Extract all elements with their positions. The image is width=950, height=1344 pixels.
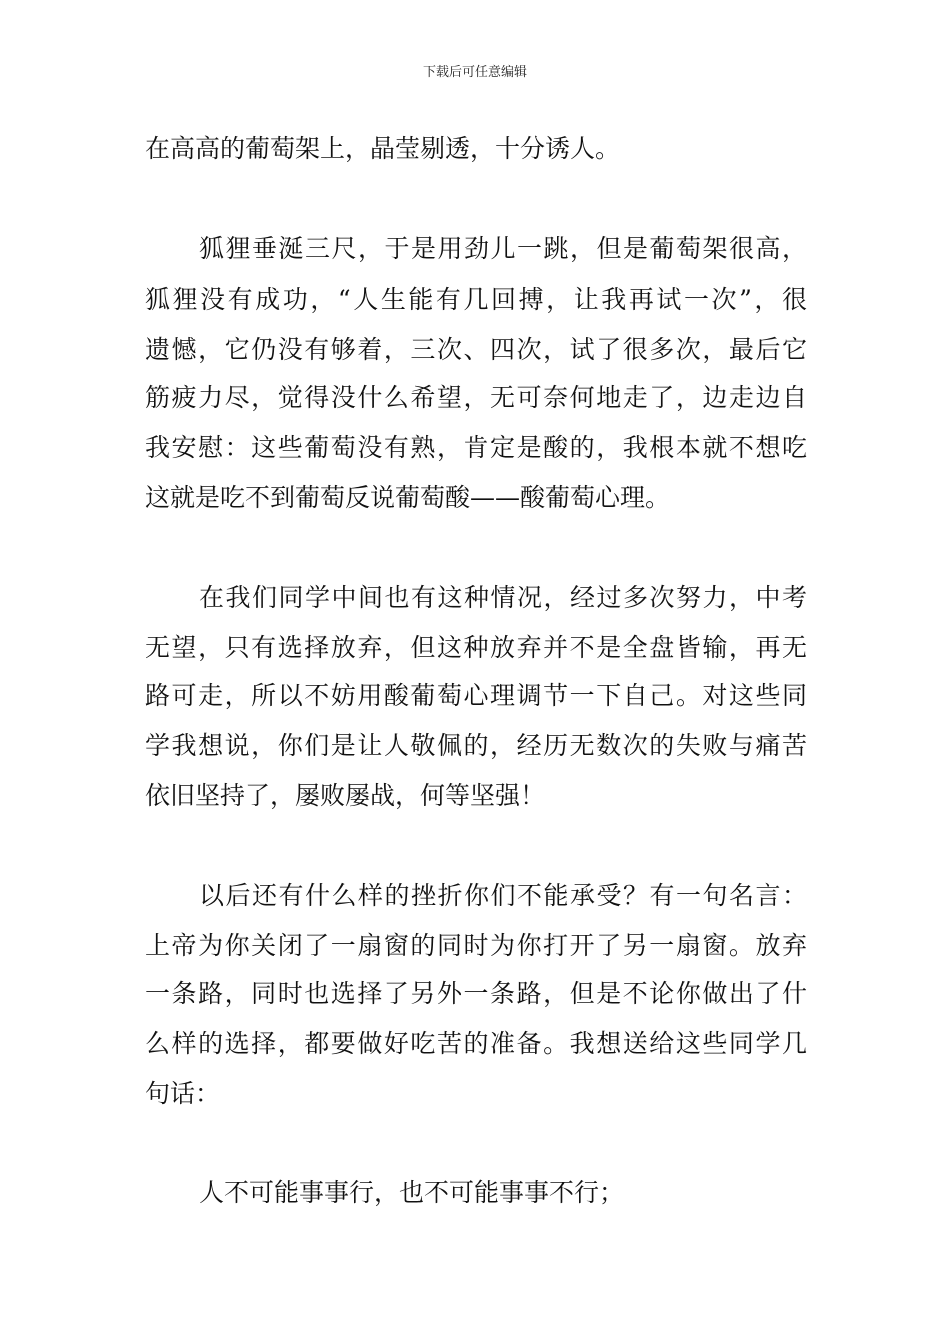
text-line: 么样的选择，都要做好吃苦的准备。我想送给这些同学几 xyxy=(145,1029,807,1058)
text-line: 上帝为你关闭了一扇窗的同时为你打开了另一扇窗。放弃 xyxy=(145,931,807,960)
page-header: 下载后可任意编辑 xyxy=(422,65,527,80)
paragraph-first-line: 狐狸垂涎三尺，于是用劲儿一跳，但是葡萄架很高， xyxy=(199,234,807,263)
text-line: 这就是吃不到葡萄反说葡萄酸——酸葡萄心理。 xyxy=(145,483,671,512)
text-line: 狐狸没有成功，“人生能有几回搏，让我再试一次”，很 xyxy=(145,285,807,314)
text-line: 在高高的葡萄架上，晶莹剔透，十分诱人。 xyxy=(145,134,621,163)
text-line: 一条路，同时也选择了另外一条路，但是不论你做出了什 xyxy=(145,979,807,1008)
text-line: 我安慰：这些葡萄没有熟，肯定是酸的，我根本就不想吃 xyxy=(145,433,807,462)
paragraph-first-line: 以后还有什么样的挫折你们不能承受？有一句名言： xyxy=(199,881,807,910)
paragraph-first-line: 人不可能事事行，也不可能事事不行； xyxy=(199,1178,625,1207)
paragraph-first-line: 在我们同学中间也有这种情况，经过多次努力，中考 xyxy=(199,583,807,612)
text-line: 遗憾，它仍没有够着，三次、四次，试了很多次，最后它 xyxy=(145,335,807,364)
text-line: 无望，只有选择放弃，但这种放弃并不是全盘皆输，再无 xyxy=(145,633,807,662)
text-line: 学我想说，你们是让人敬佩的，经历无数次的失败与痛苦 xyxy=(145,731,807,760)
text-line: 句话： xyxy=(145,1079,221,1108)
text-line: 依旧坚持了，屡败屡战，何等坚强！ xyxy=(145,781,546,810)
text-line: 路可走，所以不妨用酸葡萄心理调节一下自己。对这些同 xyxy=(145,681,807,710)
text-line: 筋疲力尽，觉得没什么希望，无可奈何地走了，边走边自 xyxy=(145,383,807,412)
